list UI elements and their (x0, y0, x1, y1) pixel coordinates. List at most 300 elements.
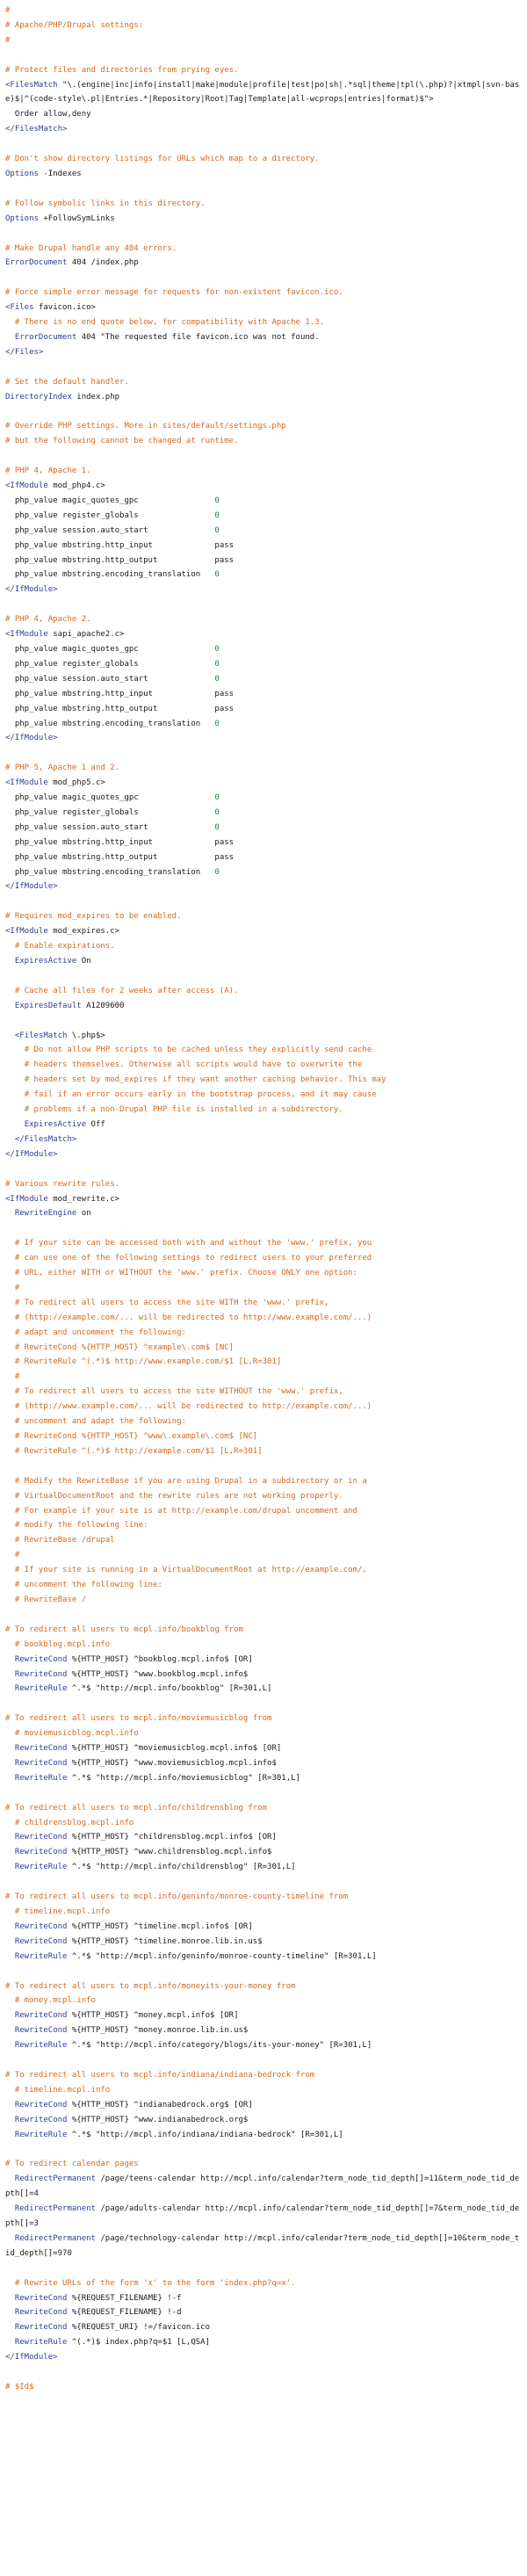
php-setting-name: php_value mbstring.encoding_translation (5, 719, 215, 728)
code-line (5, 554, 522, 568)
php-setting-value: 0 (214, 719, 220, 728)
directive-line (5, 1206, 522, 1221)
comment-text: # URL, either WITH or WITHOUT the 'www.' prefix. Choose ONLY one option: (5, 1269, 357, 1278)
comment-text: # RewriteCond %{HTTP_HOST} ^www\.example\.com$ [NC] (5, 1432, 258, 1441)
comment-text: # There is no end quote below, for compatibility with Apache 1.3. (5, 318, 325, 328)
directive-argument: %{HTTP_HOST} ^timeline.mcpl.info$ [OR] (67, 1921, 253, 1931)
comment-text: # (http://example.com/... will be redirected to http://www.example.com/...) (5, 1313, 372, 1322)
php-setting-name: php_value magic_quotes_gpc (5, 644, 215, 654)
comment-text: # (5, 1372, 20, 1382)
directive-line (5, 2172, 522, 2202)
comment-line (5, 419, 522, 434)
comment-text: # $Id$ (5, 2383, 34, 2391)
blank-line (5, 1608, 522, 1623)
directive-keyword: </IfModule> (5, 585, 58, 595)
php-setting-value: 0 (214, 822, 220, 832)
comment-line (5, 1341, 522, 1356)
comment-line (5, 4, 522, 18)
blank-line (5, 2261, 522, 2276)
directive-line (5, 1756, 522, 1771)
directive-line (5, 1132, 522, 1147)
code-text: php_value mbstring.http_input pass (5, 689, 235, 698)
directive-line (5, 2098, 522, 2113)
comment-text: # childrensblog.mcpl.info (5, 1818, 134, 1827)
comment-text: # To redirect all users to mcpl.info/indiana/indiana-bedrock from (5, 2070, 315, 2080)
comment-line (5, 761, 522, 776)
directive-keyword: RewriteCond (5, 1744, 68, 1754)
code-line (5, 836, 522, 850)
directive-argument: mod_php5.c> (47, 778, 105, 788)
directive-argument: ^.*$ "http://mcpl.info/geninfo/monroe-county-timeline" [R=301,L] (67, 1951, 377, 1961)
php-setting-name: php_value mbstring.encoding_translation (5, 867, 215, 877)
comment-line (5, 1400, 522, 1415)
code-line (5, 850, 522, 865)
directive-keyword: RewriteCond (5, 1936, 68, 1946)
php-value-line (5, 524, 522, 539)
comment-text: # Modify the RewriteBase if you are using Drupal in a subdirectory or in a (5, 1476, 367, 1486)
comment-text: # PHP 5, Apache 1 and 2. (5, 763, 120, 773)
directive-line (5, 1682, 522, 1697)
directive-keyword: RewriteCond (5, 2011, 68, 2021)
comment-line (5, 2276, 522, 2291)
directive-argument: %{HTTP_HOST} ^www.bookblog.mcpl.info$ (67, 1669, 249, 1679)
directive-line (5, 2335, 522, 2350)
directive-argument: ^.*$ "http://mcpl.info/childrensblog" [R=301,L] (67, 1863, 296, 1872)
directive-argument: ^.*$ "http://mcpl.info/indiana/indiana-bedrock" [R=301,L] (67, 2130, 343, 2139)
php-value-line (5, 821, 522, 836)
directive-keyword: RewriteCond (5, 1669, 68, 1679)
directive-keyword: <IfModule (5, 778, 48, 788)
directive-argument: "\.(engine|inc|info|install|make|module|profile|test|po|sh|.*sql|theme|tpl(\.php)?|xtmpl|svn-base)$|^(code-style\.pl|Entries.*|Repository|Root|Tag|Template|all-wcprops|entries|format)$"> (5, 80, 520, 105)
directive-line (5, 2305, 522, 2320)
directive-line (5, 582, 522, 597)
directive-keyword: <FilesMatch (5, 80, 58, 90)
directive-line (5, 1029, 522, 1044)
comment-line (5, 1266, 522, 1281)
directive-line (5, 1192, 522, 1207)
comment-line (5, 1905, 522, 1920)
comment-text: # bookblog.mcpl.info (5, 1639, 111, 1649)
directive-line (5, 2128, 522, 2143)
php-value-line (5, 717, 522, 732)
comment-line (5, 1816, 522, 1831)
directive-line (5, 2038, 522, 2053)
comment-text: # Follow symbolic links in this directory. (5, 199, 206, 208)
code-line (5, 107, 522, 122)
directive-argument: mod_rewrite.c> (47, 1194, 120, 1204)
php-setting-value: 0 (214, 525, 220, 535)
comment-line (5, 1578, 522, 1593)
directive-argument: on (76, 1209, 91, 1219)
comment-text: # If your site is running in a VirtualDocumentRoot at http://example.com/, (5, 1566, 367, 1575)
comment-line (5, 1801, 522, 1816)
comment-text: # For example if your site is at http://example.com/drupal uncomment and (5, 1506, 357, 1516)
comment-line (5, 152, 522, 167)
directive-keyword: <Files (5, 303, 34, 313)
code-line (5, 702, 522, 717)
comment-text: # (5, 1551, 20, 1560)
directive-keyword: </FilesMatch> (5, 1134, 77, 1144)
comment-text: # but the following cannot be changed at runtime. (5, 437, 239, 446)
blank-line (5, 1965, 522, 1979)
directive-keyword: Options (5, 213, 39, 223)
directive-line (5, 1741, 522, 1756)
directive-argument: 404 "The requested file favicon.ico was not found. (76, 332, 320, 342)
comment-text: # can use one of the following settings to redirect users to your preferred (5, 1254, 372, 1263)
directive-line (5, 1920, 522, 1935)
directive-argument: A1209600 (81, 1001, 125, 1010)
comment-text: # Apache/PHP/Drupal settings: (5, 20, 144, 30)
comment-line (5, 1415, 522, 1429)
blank-line (5, 404, 522, 419)
comment-line (5, 984, 522, 999)
directive-keyword: RedirectPermanent (5, 2233, 96, 2243)
comment-line (5, 1326, 522, 1341)
comment-text: # uncomment the following line: (5, 1581, 162, 1590)
directive-argument: /page/teens-calendar http://mcpl.info/calendar?term_node_tid_depth[]=11&term_node_tid_depth[]=4 (5, 2174, 520, 2199)
comment-line (5, 1563, 522, 1578)
php-setting-name: php_value session.auto_start (5, 525, 215, 535)
comment-text: # (5, 6, 11, 15)
directive-keyword: </Files> (5, 347, 44, 357)
comment-line (5, 1311, 522, 1326)
directive-argument: mod_expires.c> (47, 927, 120, 937)
comment-line (5, 1533, 522, 1548)
comment-text: # If your site can be accessed both with and without the 'www.' prefix, you (5, 1239, 372, 1248)
directive-argument: 404 /index.php (67, 258, 139, 268)
comment-text: # PHP 4, Apache 1. (5, 467, 91, 476)
directive-line (5, 1147, 522, 1162)
comment-line (5, 1474, 522, 1489)
comment-text: # RewriteRule ^(.*)$ http://example.com/$1 [L,R=301] (5, 1446, 263, 1456)
directive-keyword: <IfModule (5, 630, 48, 640)
comment-text: # Protect files and directories from prying eyes. (5, 65, 239, 75)
php-value-line (5, 806, 522, 821)
php-setting-name: php_value magic_quotes_gpc (5, 793, 215, 803)
blank-line (5, 597, 522, 612)
directive-line (5, 1950, 522, 1965)
blank-line (5, 360, 522, 375)
directive-argument: %{HTTP_HOST} ^timeline.monroe.lib.in.us$ (67, 1936, 263, 1946)
comment-text: # Cache all files for 2 weeks after access (A). (5, 986, 239, 995)
comment-line (5, 1979, 522, 1994)
php-value-line (5, 642, 522, 657)
comment-line (5, 33, 522, 48)
directive-keyword: ExpiresActive (5, 1119, 87, 1129)
directive-keyword: RewriteCond (5, 2026, 68, 2036)
comment-text: # RewriteBase / (5, 1595, 87, 1604)
comment-line (5, 242, 522, 257)
comment-text: # moviemusicblog.mcpl.info (5, 1729, 139, 1739)
comment-line (5, 1489, 522, 1504)
code-line (5, 539, 522, 554)
directive-line (5, 1845, 522, 1860)
comment-line (5, 1103, 522, 1118)
comment-line (5, 1355, 522, 1370)
directive-line (5, 330, 522, 345)
directive-line (5, 300, 522, 315)
directive-argument: index.php (71, 392, 120, 402)
php-value-line (5, 865, 522, 880)
comment-line (5, 909, 522, 924)
comment-line (5, 612, 522, 627)
php-setting-value: 0 (214, 807, 220, 817)
comment-line (5, 1177, 522, 1192)
directive-line (5, 1653, 522, 1668)
directive-argument: Off (86, 1119, 105, 1129)
blank-line (5, 1014, 522, 1029)
directive-argument: -Indexes (38, 169, 82, 178)
php-value-line (5, 494, 522, 509)
comment-text: # To redirect all users to access the site WITH the 'www.' prefix, (5, 1298, 329, 1307)
comment-text: # headers themselves. Otherwise all scripts would have to overwrite the (5, 1060, 363, 1070)
comment-text: # To redirect all users to access the site WITHOUT the 'www.' prefix, (5, 1387, 343, 1397)
php-setting-value: 0 (214, 659, 220, 669)
code-text: php_value mbstring.http_output pass (5, 704, 235, 713)
comment-line (5, 2157, 522, 2172)
blank-line (5, 1221, 522, 1236)
directive-line (5, 479, 522, 494)
directive-line (5, 2291, 522, 2306)
comment-text: # Don't show directory listings for URLs which map to a directory. (5, 155, 320, 164)
blank-line (5, 969, 522, 984)
blank-line (5, 1162, 522, 1177)
directive-keyword: RewriteRule (5, 1951, 68, 1961)
comment-text: # Requires mod_expires to be enabled. (5, 912, 182, 922)
directive-keyword: ExpiresDefault (5, 1001, 82, 1010)
comment-line (5, 1073, 522, 1088)
php-value-line (5, 672, 522, 687)
directive-line (5, 256, 522, 271)
comment-text: # (5, 1283, 20, 1292)
php-value-line (5, 657, 522, 672)
blank-line (5, 227, 522, 242)
comment-line (5, 434, 522, 449)
comment-text: # money.mcpl.info (5, 1996, 96, 2006)
blank-line (5, 271, 522, 286)
blank-line (5, 137, 522, 152)
comment-text: # To redirect all users to mcpl.info/moneyits-your-money from (5, 1981, 296, 1991)
comment-text: # headers set by mod_expires if they want another caching behavior. This may (5, 1075, 386, 1085)
comment-text: # Make Drupal handle any 404 errors. (5, 243, 177, 253)
comment-line (5, 18, 522, 33)
blank-line (5, 48, 522, 63)
directive-keyword: RewriteRule (5, 2041, 68, 2051)
comment-text: # modify the following line: (5, 1521, 148, 1530)
comment-line (5, 315, 522, 330)
comment-line (5, 375, 522, 390)
directive-line (5, 390, 522, 405)
directive-line (5, 78, 522, 108)
directive-keyword: RewriteCond (5, 2293, 68, 2303)
directive-keyword: ExpiresActive (5, 957, 77, 966)
directive-keyword: RewriteCond (5, 1833, 68, 1842)
directive-line (5, 1668, 522, 1682)
directive-line (5, 2023, 522, 2038)
comment-line (5, 197, 522, 212)
directive-keyword: RewriteRule (5, 2338, 68, 2348)
comment-line (5, 1623, 522, 1638)
directive-argument: ^.*$ "http://mcpl.info/moviemusicblog" [R=301,L] (67, 1773, 300, 1783)
comment-text: # adapt and uncomment the following: (5, 1328, 186, 1337)
directive-keyword: </FilesMatch> (5, 125, 68, 134)
comment-text: # timeline.mcpl.info (5, 2085, 111, 2095)
directive-line (5, 1935, 522, 1950)
directive-keyword: </IfModule> (5, 882, 58, 892)
comment-text: # To redirect all users to mcpl.info/geninfo/monroe-county-timeline from (5, 1892, 349, 1902)
directive-keyword: RedirectPermanent (5, 2204, 96, 2214)
code-text: php_value mbstring.http_output pass (5, 852, 235, 862)
directive-line (5, 2320, 522, 2335)
directive-line (5, 2350, 522, 2365)
comment-line (5, 1296, 522, 1311)
directive-line (5, 2008, 522, 2023)
directive-keyword: </IfModule> (5, 1149, 58, 1159)
comment-text: # Rewrite URLs of the form 'x' to the form 'index.php?q=x'. (5, 2278, 296, 2288)
comment-line (5, 1236, 522, 1251)
php-setting-value: 0 (214, 496, 220, 505)
comment-line (5, 1890, 522, 1905)
comment-line (5, 1251, 522, 1266)
comment-line (5, 1504, 522, 1519)
code-text: php_value mbstring.http_input pass (5, 837, 235, 847)
comment-line (5, 1548, 522, 1563)
directive-argument: %{HTTP_HOST} ^money.mcpl.info$ [OR] (67, 2011, 239, 2021)
php-setting-name: php_value register_globals (5, 807, 215, 817)
comment-text: # PHP 4, Apache 2. (5, 615, 91, 625)
comment-text: # To redirect all users to mcpl.info/bookblog from (5, 1624, 243, 1634)
comment-text: # RewriteRule ^(.*)$ http://www.example.com/$1 [L,R=301] (5, 1357, 282, 1367)
directive-line (5, 2202, 522, 2232)
comment-line (5, 1370, 522, 1385)
comment-line (5, 1593, 522, 1608)
comment-text: # fail if an error occurs early in the bootstrap process, and it may cause (5, 1090, 377, 1100)
directive-line (5, 2113, 522, 2128)
directive-keyword: RedirectPermanent (5, 2174, 96, 2184)
directive-line (5, 999, 522, 1014)
directive-keyword: RewriteRule (5, 1684, 68, 1694)
comment-text: # RewriteCond %{HTTP_HOST} ^example\.com$ [NC] (5, 1342, 235, 1352)
php-setting-name: php_value mbstring.encoding_translation (5, 570, 215, 580)
directive-keyword: <IfModule (5, 1194, 48, 1204)
directive-line (5, 1860, 522, 1875)
php-value-line (5, 509, 522, 524)
php-value-line (5, 791, 522, 806)
comment-line (5, 1638, 522, 1653)
php-setting-name: php_value session.auto_start (5, 822, 215, 832)
directive-argument: %{HTTP_HOST} ^indianabedrock.org$ [OR] (67, 2100, 253, 2109)
comment-text: # (5, 35, 11, 45)
comment-text: # To redirect all users to mcpl.info/childrensblog from (5, 1803, 268, 1813)
directive-line (5, 1830, 522, 1845)
code-text: php_value mbstring.http_input pass (5, 540, 235, 550)
directive-line (5, 2232, 522, 2261)
directive-argument: On (76, 957, 91, 966)
directive-argument: %{REQUEST_URI} !=/favicon.ico (67, 2323, 211, 2333)
comment-text: # Enable expirations. (5, 942, 115, 952)
directive-argument: %{HTTP_HOST} ^money.monroe.lib.in.us$ (67, 2026, 249, 2036)
blank-line (5, 2143, 522, 2158)
code-text: php_value mbstring.http_output pass (5, 555, 235, 565)
php-setting-value: 0 (214, 510, 220, 520)
comment-text: # uncomment and adapt the following: (5, 1417, 186, 1427)
directive-line (5, 954, 522, 969)
directive-argument: ^.*$ "http://mcpl.info/category/blogs/its-your-money" [R=301,L] (67, 2041, 372, 2051)
directive-argument: %{HTTP_HOST} ^www.indianabedrock.org$ (67, 2115, 249, 2124)
comment-text: # Force simple error message for requests for non-existent favicon.ico. (5, 288, 343, 298)
directive-keyword: RewriteCond (5, 1654, 68, 1664)
directive-argument: %{HTTP_HOST} ^www.childrensblog.mcpl.info$ (67, 1848, 272, 1857)
directive-keyword: <IfModule (5, 927, 48, 937)
directive-line (5, 1771, 522, 1786)
comment-text: # problems if a non-Drupal PHP file is installed in a subdirectory. (5, 1105, 343, 1115)
comment-text: # timeline.mcpl.info (5, 1907, 111, 1916)
blank-line (5, 2365, 522, 2380)
directive-argument: /page/adults-calendar http://mcpl.info/calendar?term_node_tid_depth[]=7&term_node_tid_depth[]=3 (5, 2204, 520, 2229)
directive-argument: /page/technology-calendar http://mcpl.info/calendar?term_node_tid_depth[]=10&term_node_tid_depth[]=970 (5, 2233, 520, 2258)
comment-line (5, 1711, 522, 1726)
directive-argument: \.php$> (67, 1031, 105, 1040)
comment-text: # To redirect calendar pages (5, 2160, 139, 2169)
directive-argument: %{HTTP_HOST} ^moviemusicblog.mcpl.info$ [OR] (67, 1744, 282, 1754)
comment-line (5, 464, 522, 479)
comment-line (5, 286, 522, 300)
directive-argument: %{HTTP_HOST} ^childrensblog.mcpl.info$ [OR] (67, 1833, 277, 1842)
comment-text: # VirtualDocumentRoot and the rewrite rules are not working properly. (5, 1491, 343, 1501)
comment-text: # Do not allow PHP scripts to be cached unless they explicitly send cache (5, 1046, 372, 1055)
comment-line (5, 1994, 522, 2008)
comment-text: # Various rewrite rules. (5, 1179, 120, 1189)
directive-line (5, 731, 522, 746)
directive-argument: ^(.*)$ index.php?q=$1 [L,QSA] (67, 2338, 211, 2348)
directive-argument: %{REQUEST_FILENAME} !-f (67, 2293, 182, 2303)
directive-line (5, 167, 522, 182)
php-setting-value: 0 (214, 570, 220, 580)
directive-keyword: RewriteCond (5, 2323, 68, 2333)
blank-line (5, 894, 522, 909)
comment-text: # To redirect all users to mcpl.info/moviemusicblog from (5, 1714, 272, 1724)
code-line (5, 687, 522, 702)
comment-text: # (http://www.example.com/... will be redirected to http://example.com/...) (5, 1402, 372, 1412)
directive-argument: ^.*$ "http://mcpl.info/bookblog" [R=301,L] (67, 1684, 272, 1694)
php-value-line (5, 568, 522, 582)
comment-line (5, 1444, 522, 1459)
directive-line (5, 776, 522, 791)
directive-argument: %{REQUEST_FILENAME} !-d (67, 2308, 182, 2318)
directive-line (5, 879, 522, 894)
directive-argument: favicon.ico> (33, 303, 96, 313)
comment-line (5, 2068, 522, 2083)
comment-line (5, 1385, 522, 1400)
php-setting-name: php_value magic_quotes_gpc (5, 496, 215, 505)
comment-line (5, 1726, 522, 1741)
directive-keyword: DirectoryIndex (5, 392, 72, 402)
comment-line (5, 939, 522, 954)
comment-text: # Override PHP settings. More in sites/default/settings.php (5, 422, 286, 431)
comment-line (5, 2083, 522, 2098)
directive-keyword: RewriteRule (5, 1863, 68, 1872)
directive-keyword: RewriteCond (5, 1921, 68, 1931)
php-setting-name: php_value register_globals (5, 659, 215, 669)
directive-keyword: <FilesMatch (5, 1031, 68, 1040)
blank-line (5, 449, 522, 464)
blank-line (5, 746, 522, 761)
directive-keyword: <IfModule (5, 481, 48, 490)
directive-argument: %{HTTP_HOST} ^www.moviemusicblog.mcpl.info$ (67, 1758, 277, 1768)
comment-line (5, 1058, 522, 1073)
directive-keyword: RewriteCond (5, 2100, 68, 2109)
directive-keyword: Options (5, 169, 39, 178)
